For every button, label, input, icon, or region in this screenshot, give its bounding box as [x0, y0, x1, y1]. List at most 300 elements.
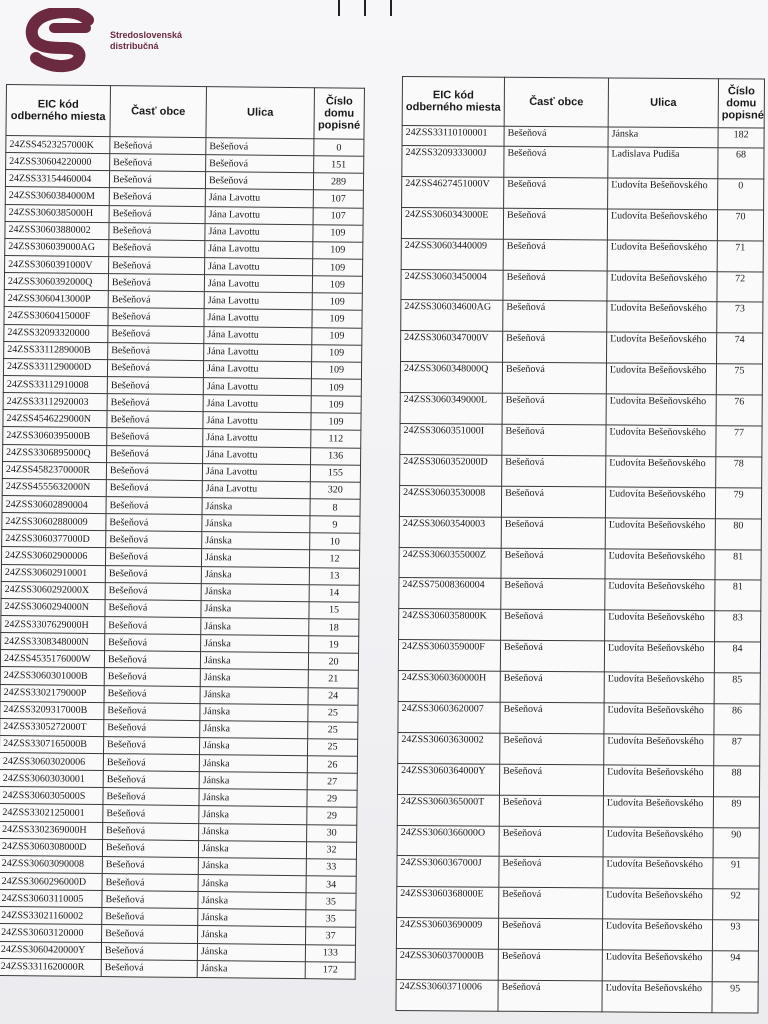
municipality-part: Bešeňová — [501, 486, 605, 518]
house-number: 85 — [714, 673, 760, 704]
table-row — [397, 887, 759, 920]
street: Bešeňová — [206, 138, 314, 156]
header-part: Časť obce — [504, 77, 608, 127]
header-number: Číslo domu popisné — [314, 88, 365, 140]
municipality-part: Bešeňová — [109, 222, 205, 240]
street: Jánska — [199, 772, 307, 790]
municipality-part: Bešeňová — [103, 788, 199, 806]
eic-code: 24ZSS32093320000 — [4, 324, 108, 342]
table-row — [399, 609, 761, 642]
street: Jánska — [200, 720, 308, 738]
eic-code: 24ZSS30603540003 — [399, 516, 501, 548]
house-number: 77 — [716, 426, 762, 457]
house-number: 26 — [307, 756, 357, 774]
municipality-part: Bešeňová — [502, 362, 606, 394]
municipality-part: Bešeňová — [104, 719, 200, 737]
table-row — [402, 126, 764, 149]
table-row — [396, 918, 758, 951]
municipality-part: Bešeňová — [501, 579, 605, 611]
municipality-part: Bešeňová — [499, 888, 603, 920]
house-number: 89 — [713, 796, 759, 827]
municipality-part: Bešeňová — [109, 239, 205, 257]
eic-code: 24ZSS3306895000Q — [3, 444, 107, 462]
house-number: 32 — [306, 841, 356, 859]
eic-code: 24ZSS3209333000J — [402, 146, 504, 178]
street: Jánska — [198, 892, 306, 910]
street: Ľudovíta Bešeňovského — [606, 456, 716, 488]
street: Ľudovíta Bešeňovského — [603, 765, 713, 797]
street: Jána Lavottu — [203, 378, 311, 396]
eic-code: 24ZSS4546229000N — [3, 410, 107, 428]
header-eic: EIC kód odberného miesta — [6, 85, 111, 137]
house-number: 91 — [713, 858, 759, 889]
house-number: 81 — [715, 580, 761, 611]
municipality-part: Bešeňová — [498, 980, 602, 1012]
address-table-left — [0, 84, 365, 980]
eic-code: 24ZSS75008360004 — [399, 578, 501, 610]
municipality-part: Bešeňová — [503, 332, 607, 364]
eic-code: 24ZSS4627451000V — [402, 176, 504, 208]
street: Jánska — [198, 926, 306, 944]
house-number: 109 — [312, 276, 362, 294]
header-number: Číslo domu popisné — [718, 79, 764, 128]
street: Bešeňová — [205, 172, 313, 190]
house-number: 21 — [308, 670, 358, 688]
house-number: 81 — [715, 549, 761, 580]
eic-code: 24ZSS3060351000I — [400, 424, 502, 456]
street: Ladislava Pudiša — [608, 147, 718, 179]
municipality-part: Bešeňová — [109, 171, 205, 189]
house-number: 29 — [307, 790, 357, 808]
municipality-part: Bešeňová — [102, 856, 198, 874]
municipality-part: Bešeňová — [105, 548, 201, 566]
municipality-part: Bešeňová — [102, 839, 198, 857]
table-row — [397, 825, 759, 858]
house-number: 109 — [312, 293, 362, 311]
eic-code: 24ZSS30602890004 — [2, 495, 106, 513]
municipality-part: Bešeňová — [104, 685, 200, 703]
house-number: 34 — [306, 876, 356, 894]
eic-code: 24ZSS4555632000N — [2, 478, 106, 496]
eic-code: 24ZSS3060392000Q — [4, 273, 108, 291]
house-number: 88 — [713, 766, 759, 797]
municipality-part: Bešeňová — [500, 702, 604, 734]
municipality-part: Bešeňová — [107, 411, 203, 429]
eic-code: 24ZSS3060359000F — [398, 640, 500, 672]
street: Ľudovíta Bešeňovského — [605, 487, 715, 519]
house-number: 8 — [310, 499, 360, 517]
house-number: 109 — [313, 224, 363, 242]
house-number: 10 — [310, 533, 360, 551]
municipality-part: Bešeňová — [501, 610, 605, 642]
house-number: 289 — [313, 173, 363, 191]
municipality-part: Bešeňová — [104, 668, 200, 686]
table-row — [396, 980, 758, 1013]
table-row — [400, 424, 762, 457]
street: Jánska — [199, 737, 307, 755]
municipality-part: Bešeňová — [501, 548, 605, 580]
street: Ľudovíta Bešeňovského — [606, 425, 716, 457]
house-number: 109 — [313, 242, 363, 260]
street: Jánska — [200, 703, 308, 721]
municipality-part: Bešeňová — [102, 891, 198, 909]
municipality-part: Bešeňová — [503, 270, 607, 302]
table-row — [400, 393, 762, 426]
eic-code: 24ZSS3060349000L — [400, 393, 502, 425]
street: Jána Lavottu — [205, 189, 313, 207]
table-row — [400, 362, 762, 395]
street: Ľudovíta Bešeňovského — [602, 919, 712, 951]
municipality-part: Bešeňová — [108, 325, 204, 343]
eic-code: 24ZSS30604220000 — [6, 153, 110, 171]
municipality-part: Bešeňová — [106, 479, 202, 497]
eic-code: 24ZSS30603450004 — [401, 269, 503, 301]
street: Jána Lavottu — [205, 223, 313, 241]
house-number: 136 — [311, 447, 361, 465]
municipality-part: Bešeňová — [504, 126, 608, 147]
street: Jánska — [200, 652, 308, 670]
table-row — [397, 794, 759, 827]
street: Ľudovíta Bešeňovského — [605, 610, 715, 642]
eic-code: 24ZSS3060360000H — [398, 671, 500, 703]
street: Ľudovíta Bešeňovského — [607, 301, 717, 333]
street: Jána Lavottu — [202, 463, 310, 481]
eic-code: 24ZSS30603880002 — [5, 221, 109, 239]
street: Jánska — [198, 840, 306, 858]
table-header-row — [402, 77, 764, 129]
street: Ľudovíta Bešeňovského — [602, 950, 712, 982]
house-number: 74 — [716, 333, 762, 364]
street: Jánska — [199, 789, 307, 807]
house-number: 109 — [313, 259, 363, 277]
eic-code: 24ZSS3060377000D — [2, 530, 106, 548]
table-row — [401, 331, 763, 364]
municipality-part: Bešeňová — [101, 942, 197, 960]
house-number: 109 — [311, 413, 361, 431]
municipality-part: Bešeňová — [504, 146, 608, 178]
municipality-part: Bešeňová — [499, 764, 603, 796]
house-number: 107 — [313, 190, 363, 208]
municipality-part: Bešeňová — [105, 617, 201, 635]
municipality-part: Bešeňová — [504, 177, 608, 209]
eic-code: 24ZSS3302369000H — [0, 821, 103, 839]
municipality-part: Bešeňová — [500, 733, 604, 765]
table-row — [401, 238, 763, 271]
street: Jánska — [198, 857, 306, 875]
municipality-part: Bešeňová — [109, 205, 205, 223]
house-number: 72 — [717, 271, 763, 302]
municipality-part: Bešeňová — [107, 445, 203, 463]
eic-code: 24ZSS3060301000B — [0, 667, 104, 685]
eic-code: 24ZSS30603620007 — [398, 702, 500, 734]
street: Jánska — [201, 566, 309, 584]
municipality-part: Bešeňová — [108, 342, 204, 360]
municipality-part: Bešeňová — [102, 874, 198, 892]
eic-code: 24ZSS33112910008 — [3, 375, 107, 393]
eic-code: 24ZSS4535176000W — [0, 650, 104, 668]
eic-code: 24ZSS30603630002 — [398, 732, 500, 764]
house-number: 78 — [716, 457, 762, 488]
municipality-part: Bešeňová — [500, 640, 604, 672]
street: Jánska — [608, 127, 718, 148]
house-number: 37 — [306, 927, 356, 945]
street: Jána Lavottu — [204, 275, 312, 293]
street: Jána Lavottu — [202, 480, 310, 498]
eic-code: 24ZSS30603530008 — [399, 485, 501, 517]
street: Ľudovíta Bešeňovského — [603, 888, 713, 920]
street: Jánska — [198, 875, 306, 893]
eic-code: 24ZSS3060365000T — [397, 794, 499, 826]
street: Jánska — [201, 583, 309, 601]
street: Jána Lavottu — [204, 292, 312, 310]
street: Jána Lavottu — [204, 309, 312, 327]
house-number: 20 — [308, 653, 358, 671]
eic-code: 24ZSS3060308000D — [0, 838, 103, 856]
header-eic: EIC kód odberného miesta — [402, 77, 504, 127]
house-number: 151 — [314, 156, 364, 174]
eic-code: 24ZSS30603120000 — [0, 924, 102, 942]
municipality-part: Bešeňová — [103, 822, 199, 840]
street: Ľudovíta Bešeňovského — [604, 703, 714, 735]
eic-code: 24ZSS3060348000Q — [400, 362, 502, 394]
eic-code: 24ZSS3060415000F — [4, 307, 108, 325]
street: Ľudovíta Bešeňovského — [607, 240, 717, 272]
street: Jána Lavottu — [205, 240, 313, 258]
eic-code: 24ZSS33021250001 — [0, 804, 103, 822]
table-row — [397, 763, 759, 796]
house-number: 112 — [311, 430, 361, 448]
street: Jánska — [201, 635, 309, 653]
table-row — [402, 176, 764, 209]
house-number: 33 — [306, 859, 356, 877]
street: Jánska — [198, 909, 306, 927]
municipality-part: Bešeňová — [106, 531, 202, 549]
house-number: 24 — [308, 687, 358, 705]
eic-code: 24ZSS30603440009 — [401, 238, 503, 270]
street: Ľudovíta Bešeňovského — [606, 394, 716, 426]
eic-code: 24ZSS3311289000B — [4, 341, 108, 359]
house-number: 109 — [311, 362, 361, 380]
house-number: 93 — [712, 920, 758, 951]
municipality-part: Bešeňová — [102, 908, 198, 926]
table-row — [401, 207, 763, 240]
house-number: 155 — [310, 464, 360, 482]
street: Ľudovíta Bešeňovského — [604, 641, 714, 673]
street: Ľudovíta Bešeňovského — [607, 209, 717, 241]
eic-code: 24ZSS3060395000B — [3, 427, 107, 445]
table-row — [396, 949, 758, 982]
eic-code: 24ZSS3209317000B — [0, 701, 104, 719]
street: Ľudovíta Bešeňovského — [606, 363, 716, 395]
municipality-part: Bešeňová — [502, 455, 606, 487]
municipality-part: Bešeňová — [107, 377, 203, 395]
street: Jánska — [201, 618, 309, 636]
eic-code: 24ZSS30602880009 — [2, 513, 106, 531]
eic-code: 24ZSS3308348000N — [1, 633, 105, 651]
municipality-part: Bešeňová — [104, 651, 200, 669]
table-row — [399, 547, 761, 580]
eic-code: 24ZSS30603020006 — [0, 753, 103, 771]
house-number: 27 — [307, 773, 357, 791]
eic-code: 24ZSS3060370000B — [396, 949, 498, 981]
house-number: 70 — [717, 209, 763, 240]
eic-code: 24ZSS30602900006 — [1, 547, 105, 565]
municipality-part: Bešeňová — [499, 795, 603, 827]
house-number: 90 — [713, 827, 759, 858]
eic-code: 24ZSS4523257000K — [6, 136, 110, 154]
house-number: 92 — [713, 889, 759, 920]
table-row — [402, 146, 764, 179]
company-name-line2: distribučná — [110, 41, 159, 51]
eic-code: 24ZSS3307165000B — [0, 735, 104, 753]
street: Jána Lavottu — [204, 343, 312, 361]
house-number: 107 — [313, 207, 363, 225]
eic-code: 24ZSS306039000AG — [5, 238, 109, 256]
house-number: 35 — [306, 893, 356, 911]
eic-code: 24ZSS30603110005 — [0, 890, 102, 908]
street: Ľudovíta Bešeňovského — [605, 579, 715, 611]
municipality-part: Bešeňová — [502, 393, 606, 425]
municipality-part: Bešeňová — [109, 188, 205, 206]
house-number: 71 — [717, 240, 763, 271]
table-header-row — [6, 85, 365, 140]
eic-code: 24ZSS3060364000Y — [397, 763, 499, 795]
house-number: 75 — [716, 364, 762, 395]
house-number: 15 — [309, 601, 359, 619]
street: Jána Lavottu — [203, 429, 311, 447]
eic-code: 24ZSS30603090008 — [0, 855, 102, 873]
house-number: 13 — [309, 567, 359, 585]
house-number: 30 — [307, 824, 357, 842]
house-number: 14 — [309, 584, 359, 602]
house-number: 76 — [716, 395, 762, 426]
street: Jána Lavottu — [203, 446, 311, 464]
street: Ľudovíta Bešeňovského — [604, 734, 714, 766]
address-table-right — [395, 76, 765, 1013]
house-number: 12 — [309, 550, 359, 568]
municipality-part: Bešeňová — [107, 428, 203, 446]
eic-code: 24ZSS3060296000D — [0, 873, 102, 891]
table-row — [399, 516, 761, 549]
eic-code: 24ZSS3060347000V — [401, 331, 503, 363]
table-row — [400, 454, 762, 487]
municipality-part: Bešeňová — [105, 599, 201, 617]
municipality-part: Bešeňová — [102, 925, 198, 943]
house-number: 109 — [312, 344, 362, 362]
street: Jánska — [199, 806, 307, 824]
street: Jánska — [197, 943, 305, 961]
house-number: 80 — [715, 518, 761, 549]
municipality-part: Bešeňová — [110, 137, 206, 155]
ssd-s-logo-icon — [24, 8, 104, 80]
house-number: 19 — [309, 636, 359, 654]
house-number: 0 — [718, 179, 764, 210]
municipality-part: Bešeňová — [498, 949, 602, 981]
eic-code: 24ZSS3302179000P — [0, 684, 104, 702]
eic-code: 24ZSS4582370000R — [2, 461, 106, 479]
eic-code: 24ZSS3060420000Y — [0, 941, 102, 959]
header-street: Ulica — [206, 87, 315, 139]
house-number: 0 — [314, 139, 364, 157]
municipality-part: Bešeňová — [109, 257, 205, 275]
street: Jána Lavottu — [203, 360, 311, 378]
municipality-part: Bešeňová — [110, 154, 206, 172]
eic-code: 24ZSS3060366000O — [397, 825, 499, 857]
eic-code: 24ZSS3311620000R — [0, 958, 101, 976]
street: Ľudovíta Bešeňovského — [603, 827, 713, 859]
eic-code: 24ZSS3060368000E — [397, 887, 499, 919]
eic-code: 24ZSS3060305000S — [0, 787, 103, 805]
municipality-part: Bešeňová — [499, 826, 603, 858]
house-number: 109 — [311, 396, 361, 414]
house-number: 86 — [714, 704, 760, 735]
municipality-part: Bešeňová — [502, 424, 606, 456]
house-number: 9 — [310, 516, 360, 534]
street: Ľudovíta Bešeňovského — [603, 796, 713, 828]
street: Bešeňová — [206, 155, 314, 173]
street: Jánska — [201, 600, 309, 618]
street: Ľudovíta Bešeňovského — [607, 332, 717, 364]
eic-code: 24ZSS3311290000D — [3, 358, 107, 376]
house-number: 84 — [714, 642, 760, 673]
street: Ľudovíta Bešeňovského — [605, 549, 715, 581]
municipality-part: Bešeňová — [106, 462, 202, 480]
municipality-part: Bešeňová — [104, 702, 200, 720]
table-row — [398, 732, 760, 765]
house-number: 25 — [307, 739, 357, 757]
street: Jána Lavottu — [203, 412, 311, 430]
municipality-part: Bešeňová — [103, 754, 199, 772]
house-number: 79 — [715, 487, 761, 518]
header-part: Časť obce — [110, 86, 207, 138]
municipality-part: Bešeňová — [103, 805, 199, 823]
street: Ľudovíta Bešeňovského — [604, 672, 714, 704]
street: Jánska — [199, 755, 307, 773]
house-number: 182 — [718, 128, 764, 148]
street: Jána Lavottu — [204, 326, 312, 344]
house-number: 109 — [311, 379, 361, 397]
eic-code: 24ZSS33154460004 — [5, 170, 109, 188]
table-row — [399, 578, 761, 611]
municipality-part: Bešeňová — [108, 308, 204, 326]
eic-code: 24ZSS3060367000J — [397, 856, 499, 888]
eic-code: 24ZSS3305272000T — [0, 718, 104, 736]
eic-code: 24ZSS33112920003 — [3, 393, 107, 411]
street: Ľudovíta Bešeňovského — [608, 178, 718, 210]
municipality-part: Bešeňová — [108, 274, 204, 292]
table-row — [398, 640, 760, 673]
company-name — [110, 30, 182, 52]
table-row — [398, 702, 760, 735]
eic-code: 24ZSS3060358000K — [399, 609, 501, 641]
street: Ľudovíta Bešeňovského — [605, 518, 715, 550]
municipality-part: Bešeňová — [503, 208, 607, 240]
house-number: 87 — [714, 735, 760, 766]
municipality-part: Bešeňová — [107, 394, 203, 412]
eic-code: 24ZSS3060343000E — [401, 207, 503, 239]
eic-code: 24ZSS3060355000Z — [399, 547, 501, 579]
eic-code: 24ZSS30603710006 — [396, 980, 498, 1012]
eic-code: 24ZSS30603690009 — [396, 918, 498, 950]
header-street: Ulica — [608, 78, 718, 128]
company-name-line1: Stredoslovenská — [110, 30, 183, 40]
table-row — [397, 856, 759, 889]
house-number: 35 — [306, 910, 356, 928]
table-row — [0, 958, 355, 979]
house-number: 68 — [718, 148, 764, 179]
house-number: 172 — [305, 961, 355, 979]
municipality-part: Bešeňová — [105, 634, 201, 652]
